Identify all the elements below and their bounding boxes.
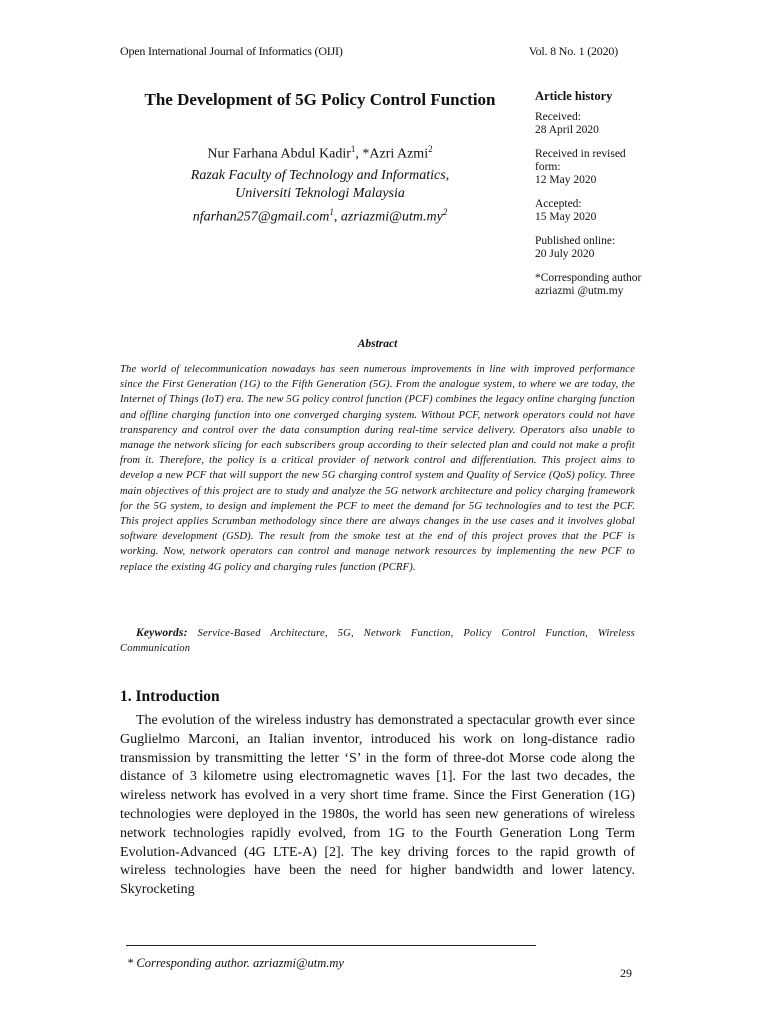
received-date: 28 April 2020 [535,124,599,136]
footnote: * Corresponding author. azriazmi@utm.my [127,956,344,970]
email-1-sup: 1 [329,207,334,217]
affiliation [120,167,520,227]
keywords-text: Service-Based Architecture, 5G, Network Function, Policy Control Function, Wireless Communication [120,628,635,654]
email-2-sup: 2 [442,207,448,217]
journal-header: Open International Journal of Informatics (OIJI) [120,44,343,58]
volume-header: Vol. 8 No. 1 (2020) [528,44,618,58]
author-1: Nur Farhana Abdul Kadir [207,146,351,162]
corresponding-block [535,272,645,298]
email-2[interactable]: , azriazmi@utm.my [333,209,443,225]
received-block [535,111,645,137]
abstract-heading: Abstract [357,338,398,350]
accepted-label: Accepted: [535,198,582,210]
email-1[interactable]: nfarhan257@gmail.com [192,209,330,225]
corresponding-label: *Corresponding author [535,272,642,284]
accepted-date: 15 May 2020 [535,211,597,223]
abstract-text: The world of telecommunication nowadays has seen numerous improvements in line with improved performance since the First Generation (1G) to the Fifth Generation (5G). From the analogue system, to where we are today, the Internet of Things (IoT) era. The new 5G policy control function (PCF) combines the legacy online charging function and offline charging function into one converged charging system. Without PCF, network operators could not have transparency and control over the data consumption during real-time service delivery. Operators also unable to manage the network slicing for each subscribers group according to their selected plan and could not make a profit from it. Therefore, the policy is a critical provider of network control and differentiation. This project aims to develop a new PCF that will support the new 5G charging control system and Quality of Service (QoS) policy. Three main objectives of this project are to study and analyze the 5G network architecture and policy charging framework for the 5G system, to design and implement the PCF to meet the demand for 5G technologies and to test the PCF. This project applies Scrumban methodology since there are always changes in the use cases and it involves global software development (GSD). The result from the smoke test at the end of this project proves that the PCF is working. Now, network operators can control and manage network resources by implementing the new PCF to replace the existing 4G policy and charging rules function (PCRF). [120,364,635,573]
published-label: Published online: [535,235,616,247]
article-history [535,90,645,309]
revised-block [535,148,645,187]
author-1-sup: 1 [350,144,356,154]
author-line [120,144,520,163]
keywords-label: Keywords: [136,627,188,639]
page-number: 29 [620,966,632,980]
affiliation-line-2: Universiti Teknologi Malaysia [235,186,405,201]
author-2: , *Azri Azmi [355,146,429,162]
section-heading-introduction: 1. Introduction [120,688,220,705]
keywords [120,626,635,656]
corresponding-email[interactable]: azriazmi @utm.my [535,285,624,297]
published-date: 20 July 2020 [535,248,595,260]
introduction-text: The evolution of the wireless industry has demonstrated a spectacular growth ever since Guglielmo Marconi, an Italian inventor, introduced his work on long-distance radio transmission by transmitting the letter ‘S’ in the form of three-dot Morse code along the distance of 3 kilometre using electromagnetic waves [1]. For the last two decades, the wireless network has evolved in a very short time frame. Since the First Generation (1G) technologies were deployed in the 1980s, the world has seen new generations of wireless network technologies rapidly evolved, from 1G to the Fourth Generation Long Term Evolution-Advanced (4G LTE-A) [2]. The key driving forces to the rapid growth of wireless technologies have been the need for higher bandwidth and lower latency. Skyrocketing [120,713,635,898]
footnote-rule [126,945,536,946]
email-line [120,203,520,227]
accepted-block [535,198,645,224]
revised-date: 12 May 2020 [535,174,597,186]
published-block [535,235,645,261]
author-2-sup: 2 [428,144,433,154]
affiliation-line-1: Razak Faculty of Technology and Informatics, [190,168,450,183]
paper-title: The Development of 5G Policy Control Function [144,90,496,109]
received-label: Received: [535,111,581,123]
revised-label: Received in revised form: [535,148,626,173]
history-heading: Article history [535,89,613,103]
